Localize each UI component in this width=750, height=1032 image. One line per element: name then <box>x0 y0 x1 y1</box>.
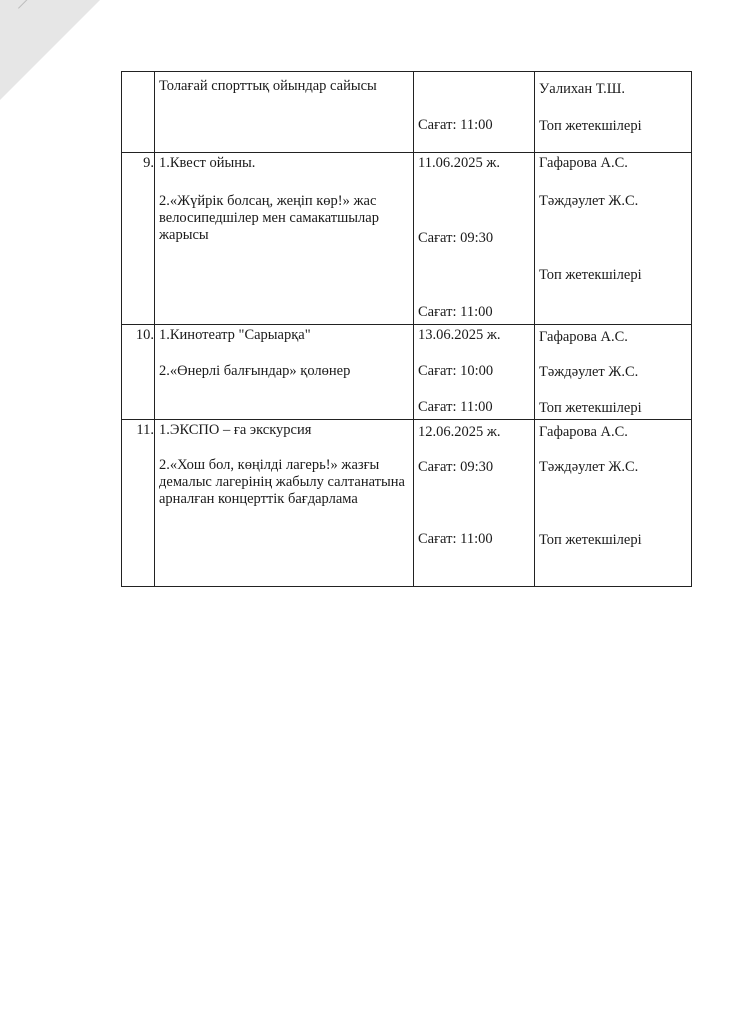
time-cell <box>414 72 535 153</box>
time-text: Сағат: 09:30 <box>418 459 494 475</box>
date-text: 12.06.2025 ж. <box>418 424 501 440</box>
responsible-name: Гафарова А.С. <box>539 424 628 440</box>
event-text: 2.«Хош бол, көңілді лагерь!» жазғы демалыс лагерінің жабылу салтанатына арналған концерттік бағдарлама <box>159 457 405 507</box>
event-text: 1.Квест ойыны. <box>159 155 256 171</box>
time-text: Сағат: 11:00 <box>418 531 493 547</box>
scan-corner-shadow <box>0 0 100 100</box>
responsible-name: Тәждәулет Ж.С. <box>539 364 639 380</box>
responsible-name: Топ жетекшілері <box>539 267 642 283</box>
responsible-name: Тәждәулет Ж.С. <box>539 459 639 475</box>
row-number: 11. <box>122 420 155 587</box>
responsible-cell <box>535 325 692 420</box>
table-row <box>122 72 692 153</box>
event-text: 1.ЭКСПО – ға экскурсия <box>159 422 312 438</box>
time-text: Сағат: 09:30 <box>418 230 494 246</box>
responsible-cell <box>535 153 692 325</box>
event-text: Толағай спорттық ойындар сайысы <box>159 78 377 94</box>
table-row <box>122 153 692 325</box>
event-text: 1.Кинотеатр "Сарыарқа" <box>159 327 311 343</box>
responsible-name: Гафарова А.С. <box>539 329 628 345</box>
table-row <box>122 420 692 587</box>
date-text: 11.06.2025 ж. <box>418 155 500 171</box>
time-text: Сағат: 11:00 <box>418 117 493 133</box>
event-cell <box>155 153 414 325</box>
responsible-cell <box>535 420 692 587</box>
date-text: 13.06.2025 ж. <box>418 327 501 343</box>
event-text: 2.«Өнерлі балғындар» қолөнер <box>159 363 351 379</box>
time-text: Сағат: 10:00 <box>418 363 494 379</box>
schedule-table <box>121 71 692 587</box>
responsible-name: Уалихан Т.Ш. <box>539 81 625 97</box>
event-cell <box>155 420 414 587</box>
time-cell <box>414 420 535 587</box>
responsible-name: Топ жетекшілері <box>539 400 642 416</box>
row-number: 10. <box>122 325 155 420</box>
event-cell <box>155 72 414 153</box>
row-number: 9. <box>122 153 155 325</box>
table-row <box>122 325 692 420</box>
time-text: Сағат: 11:00 <box>418 399 493 415</box>
time-cell <box>414 153 535 325</box>
responsible-name: Топ жетекшілері <box>539 118 642 134</box>
event-cell <box>155 325 414 420</box>
responsible-name: Тәждәулет Ж.С. <box>539 193 639 209</box>
row-number <box>122 72 155 153</box>
responsible-name: Топ жетекшілері <box>539 532 642 548</box>
event-text: 2.«Жүйрік болсаң, жеңіп көр!» жас велосипедшілер мен самакатшылар жарысы <box>159 193 379 243</box>
time-text: Сағат: 11:00 <box>418 304 493 320</box>
time-cell <box>414 325 535 420</box>
responsible-name: Гафарова А.С. <box>539 155 628 171</box>
responsible-cell <box>535 72 692 153</box>
